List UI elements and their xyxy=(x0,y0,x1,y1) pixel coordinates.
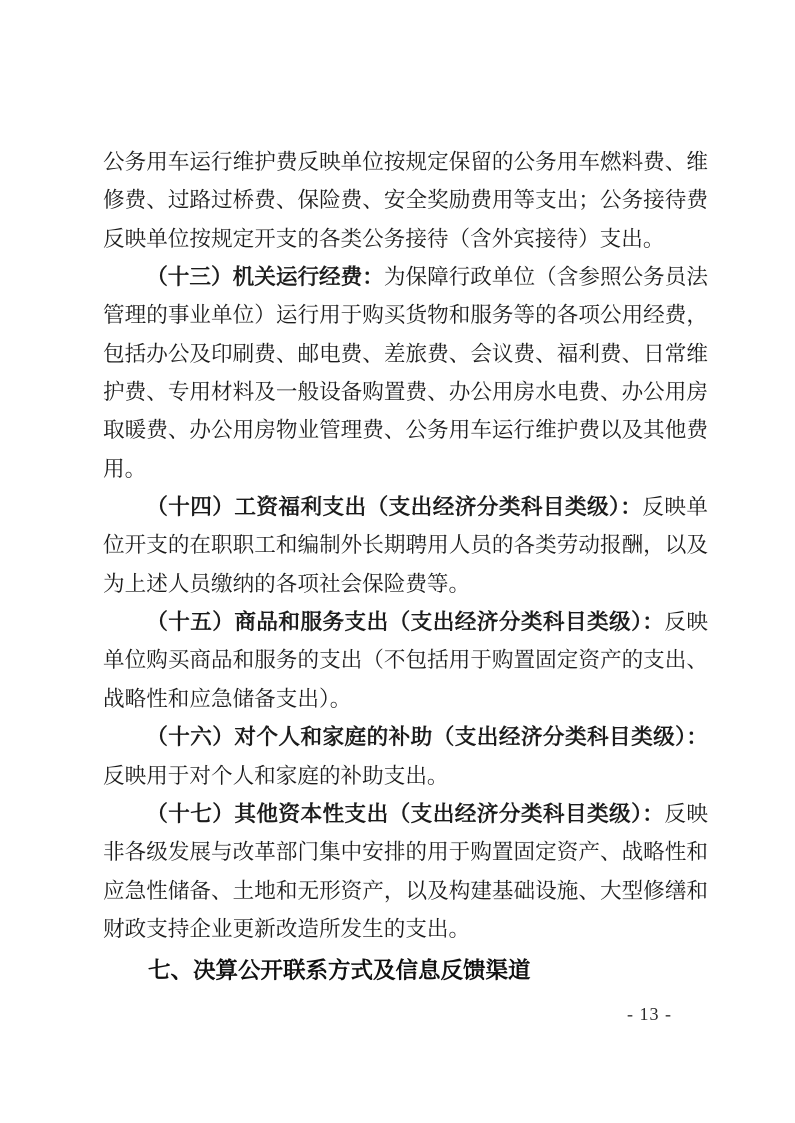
page-number: - 13 - xyxy=(627,1004,672,1024)
section-heading: 七、决算公开联系方式及信息反馈渠道 xyxy=(148,958,531,984)
paragraph-text: 反映单位开支的在职职工和编制外长期聘用人员的各类劳动报酬，以及为上述人员缴纳的各项社会保险费等。 xyxy=(103,495,708,596)
paragraph-item-16 xyxy=(103,718,708,795)
paragraph-lead: （十五）商品和服务支出（支出经济分类科目类级）： xyxy=(146,610,665,635)
paragraph-item-17 xyxy=(103,795,708,948)
paragraph-item-15 xyxy=(103,603,708,718)
paragraph-lead: （十四）工资福利支出（支出经济分类科目类级）： xyxy=(146,495,643,520)
paragraph-item-14 xyxy=(103,488,708,603)
paragraph-text: 为保障行政单位（含参照公务员法管理的事业单位）运行用于购买货物和服务等的各项公用经费，包括办公及印刷费、邮电费、差旅费、会议费、福利费、日常维护费、专用材料及一般设备购置费、办公用房水电费、办公用房取暖费、办公用房物业管理费、公务用车运行维护费以及其他费用。 xyxy=(103,265,708,481)
paragraph-text: 公务用车运行维护费反映单位按规定保留的公务用车燃料费、维修费、过路过桥费、保险费、安全奖励费用等支出；公务接待费反映单位按规定开支的各类公务接待（含外宾接待）支出。 xyxy=(103,150,708,251)
paragraph-item-13 xyxy=(103,258,708,488)
paragraph-lead: （十三）机关运行经费： xyxy=(146,265,384,290)
paragraph-lead: （十七）其他资本性支出（支出经济分类科目类级）： xyxy=(146,801,665,826)
paragraph-text: 反映非各级发展与改革部门集中安排的用于购置固定资产、战略性和应急性储备、土地和无形资产，以及构建基础设施、大型修缮和财政支持企业更新改造所发生的支出。 xyxy=(103,801,708,941)
paragraph-continuation xyxy=(103,143,708,258)
document-body xyxy=(103,0,708,990)
paragraph-lead: （十六）对个人和家庭的补助（支出经济分类科目类级）： xyxy=(146,725,708,750)
paragraph-text: 反映单位购买商品和服务的支出（不包括用于购置固定资产的支出、战略性和应急储备支出）。 xyxy=(103,610,708,711)
paragraph-text: 反映用于对个人和家庭的补助支出。 xyxy=(103,763,449,788)
